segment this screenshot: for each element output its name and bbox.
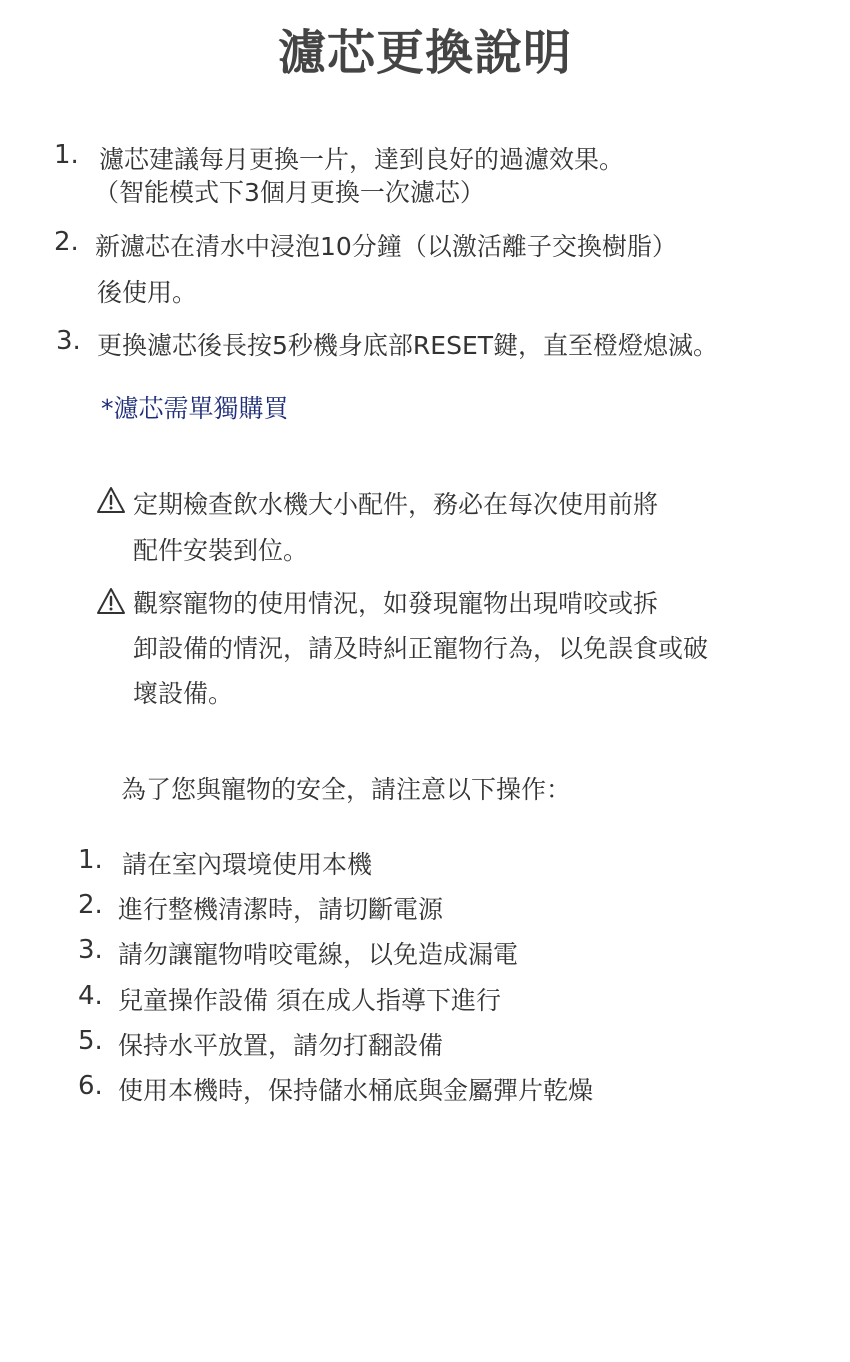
warning-triangle-icon: [96, 486, 126, 518]
step-text: 後使用。: [97, 278, 198, 307]
safety-heading: 為了您與寵物的安全，請注意以下操作：: [121, 775, 572, 804]
list-number: 1.: [78, 845, 103, 875]
list-text: 保持水平放置，請勿打翻設備: [118, 1031, 444, 1060]
list-text: 請在室內環境使用本機: [122, 850, 373, 879]
list-number: 6.: [78, 1071, 103, 1101]
warning-text: 定期檢查飲水機大小配件，務必在每次使用前將: [133, 490, 659, 519]
warning-triangle-icon: [96, 587, 126, 615]
warning-text: 配件安裝到位。: [133, 536, 309, 565]
list-number: 5.: [78, 1026, 103, 1056]
step-text: （智能模式下3個月更換一次濾芯）: [94, 178, 485, 207]
warning-triangle-icon: [96, 587, 126, 619]
purchase-note: *濾芯需單獨購買: [101, 394, 289, 423]
list-number: 2.: [78, 890, 103, 920]
warning-text: 壞設備。: [133, 679, 234, 708]
list-text: 兒童操作設備 須在成人指導下進行: [118, 986, 501, 1015]
list-number: 4.: [78, 981, 103, 1011]
warning-text: 卸設備的情況，請及時糾正寵物行為，以免誤食或破: [133, 634, 709, 663]
step-number: 1.: [54, 140, 79, 170]
list-text: 進行整機清潔時，請切斷電源: [118, 895, 444, 924]
list-text: 請勿讓寵物啃咬電線，以免造成漏電: [118, 940, 519, 969]
step-number: 3.: [56, 326, 81, 356]
list-number: 3.: [78, 935, 103, 965]
step-text: 濾芯建議每月更換一片，達到良好的過濾效果。: [99, 145, 625, 174]
page-title: 濾芯更換說明: [277, 25, 572, 81]
warning-text: 觀察寵物的使用情況，如發現寵物出現啃咬或拆: [133, 589, 659, 618]
warning-triangle-icon: [96, 486, 126, 514]
step-text: 更換濾芯後長按5秒機身底部RESET鍵，直至橙燈熄滅。: [97, 331, 719, 360]
step-text: 新濾芯在清水中浸泡10分鐘（以激活離子交換樹脂）: [95, 232, 677, 261]
list-text: 使用本機時，保持儲水桶底與金屬彈片乾燥: [118, 1076, 594, 1105]
step-number: 2.: [54, 227, 79, 257]
